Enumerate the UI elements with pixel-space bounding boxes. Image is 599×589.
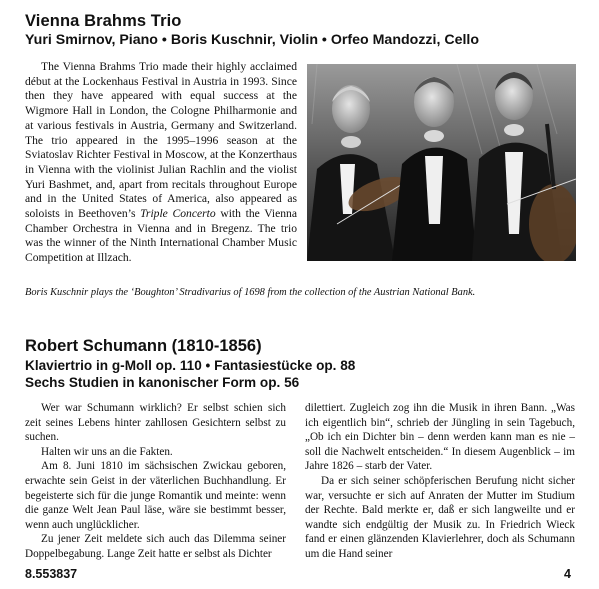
catalog-number: 8.553837 [25, 567, 78, 581]
bio-text-2: with the Vienna Chamber Orchestra in Vienna and in Bregenz. The trio was the winner of the Ninth International Chamber Music Competition at Illzach. [25, 207, 297, 265]
paragraph-continued: dilettiert. Zugleich zog ihn die Musik in ihren Bann. „Was ich eigentlich bin“, schrieb der Jüngling in sein Tagebuch, „Ob ich ein Dichter bin – denn werden kann man es nie – soll die Nachwelt entscheiden.“ In diesem Augenblick – im Jahre 1826 – starb der Vater. [305, 402, 575, 473]
bio-work-title: Triple Concerto [140, 207, 216, 221]
trio-members: Yuri Smirnov, Piano • Boris Kuschnir, Violin • Orfeo Mandozzi, Cello [25, 32, 480, 48]
works-line-2: Sechs Studien in kanonischer Form op. 56 [25, 375, 300, 390]
paragraph: Halten wir uns an die Fakten. [41, 445, 173, 458]
paragraph: Am 8. Juni 1810 im sächsischen Zwickau geboren, erwachte sein Geist in der väterlichen Buchhandlung. Er begeisterte sich für die junge Romantik und meinte: wenn die ganze Welt Jean Paul läse, wäre sie bestimmt besser, wenn auch unglücklicher. [25, 460, 286, 531]
trio-biography [25, 60, 297, 266]
works-line-1: Klaviertrio in g-Moll op. 110 • Fantasiestücke op. 88 [25, 358, 356, 373]
text-column-left [25, 401, 286, 562]
text-column-right [305, 401, 575, 562]
paragraph: Da er sich seiner schöpferischen Berufung nicht sicher war, versuchte er sich auf Anraten der Mutter im Studium der Rechte. Bald merkte er, daß er sich langweilte und er wandte sich endgültig der Musik zu. In Friedrich Wieck fand er einen glänzenden Klavierlehrer, doch als Schumann um die Hand seiner [305, 474, 575, 560]
page-number: 4 [564, 567, 571, 581]
trio-photo [307, 64, 576, 261]
paragraph: Wer war Schumann wirklich? Er selbst schien sich zeit seines Lebens hinter zahllosen Gesichtern selbst zu suchen. [25, 402, 286, 444]
photo-caption: Boris Kuschnir plays the ‘Boughton’ Stradivarius of 1698 from the collection of the Austrian National Bank. [25, 287, 476, 298]
trio-title: Vienna Brahms Trio [25, 12, 182, 30]
trio-photo-illustration [307, 64, 576, 261]
paragraph: Zu jener Zeit meldete sich auch das Dilemma seiner Doppelbegabung. Lange Zeit hatte er selbst als Dichter [25, 533, 286, 560]
composer-heading: Robert Schumann (1810-1856) [25, 337, 262, 355]
bio-text-1: The Vienna Brahms Trio made their highly acclaimed début at the Lockenhaus Festival in Austria in 1993. Since then they have appeared with equal success at the Wigmore Hall in London, the Cologne Philharmonie and at various festivals in Austria, Germany and Switzerland. The trio appeared in the 1995–1996 season at the Sviatoslav Richter Festival in Moscow, at the Konzerthaus in Vienna with the violinist Julian Rachlin and the violist Yuri Bashmet, and, apart from recitals throughout Europe and in the United States of America, also appeared as soloists in Beethoven’s [25, 60, 297, 221]
